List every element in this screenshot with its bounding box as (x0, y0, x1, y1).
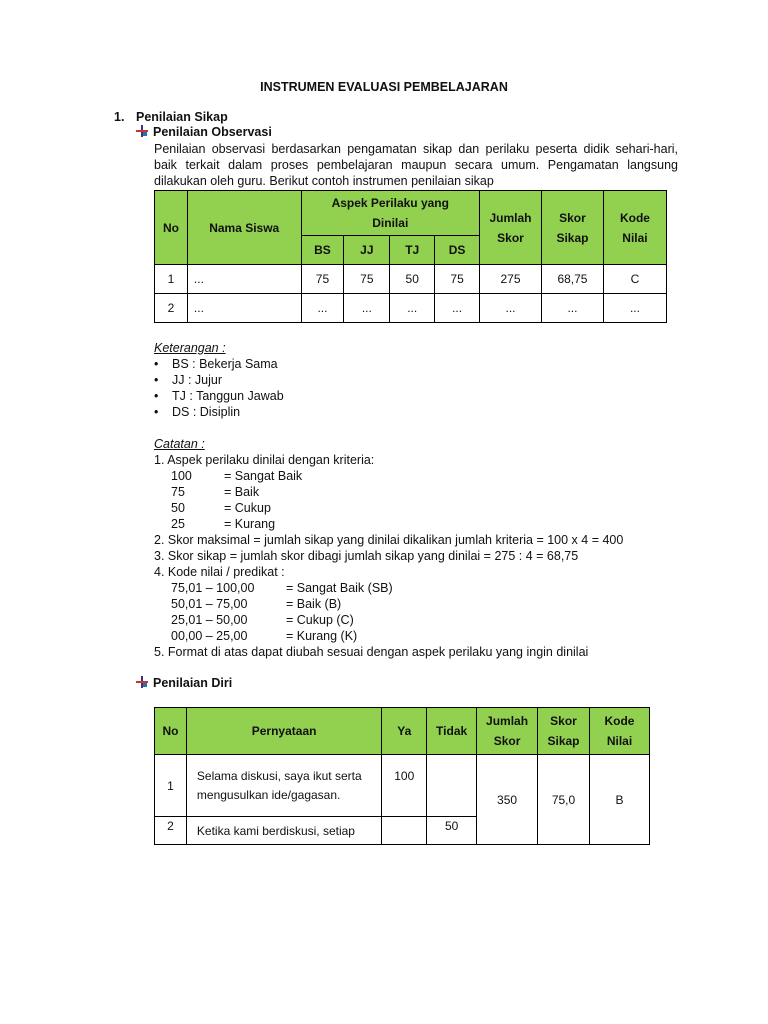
cell: ... (480, 294, 542, 323)
header-kode-nilai: Kode Nilai (589, 708, 649, 755)
header-jumlah-skor: Jumlah Skor (480, 191, 542, 265)
header-tidak: Tidak (427, 708, 477, 755)
keterangan-label: Keterangan : (154, 341, 226, 355)
catatan-label: Catatan : (154, 437, 205, 451)
catatan-block (154, 436, 623, 660)
merged-skor: 75,0 (538, 755, 590, 845)
catatan-item: 3. Skor sikap = jumlah skor dibagi jumlah sikap yang dinilai = 275 : 4 = 68,75 (154, 549, 579, 563)
header-bs: BS (301, 236, 344, 265)
section-heading (114, 110, 228, 124)
header-jumlah-skor: Jumlah Skor (477, 708, 538, 755)
cell: Ketika kami berdiskusi, setiap (186, 817, 381, 845)
cell: 2 (155, 817, 187, 845)
predikat-row: 00,00 – 25,00 = Kurang (K) (171, 629, 358, 643)
cell: 75 (435, 265, 480, 294)
header-no: No (155, 708, 187, 755)
page-title: INSTRUMEN EVALUASI PEMBELAJARAN (260, 80, 508, 94)
subsection-heading-diri (136, 676, 232, 690)
cell (382, 817, 427, 845)
cell: 1 (155, 755, 187, 817)
table-row (155, 755, 650, 817)
diri-table (154, 707, 650, 845)
table-row (155, 294, 667, 323)
cell: 100 (382, 755, 427, 817)
catatan-item: 5. Format di atas dapat diubah sesuai dengan aspek perilaku yang ingin dinilai (154, 645, 589, 659)
cell: ... (187, 265, 301, 294)
cell: 2 (155, 294, 188, 323)
cell: 1 (155, 265, 188, 294)
subsection-title: Penilaian Observasi (153, 125, 272, 139)
header-ds: DS (435, 236, 480, 265)
kriteria-row: 100 = Sangat Baik (171, 469, 303, 483)
header-pernyataan: Pernyataan (186, 708, 381, 755)
observasi-table (154, 190, 667, 323)
catatan-item: 4. Kode nilai / predikat : (154, 565, 285, 579)
cell: ... (344, 294, 390, 323)
cell: Selama diskusi, saya ikut serta mengusulkan ide/gagasan. (186, 755, 381, 817)
predikat-row: 75,01 – 100,00 = Sangat Baik (SB) (171, 581, 393, 595)
bullet-icon (136, 676, 148, 688)
cell: ... (435, 294, 480, 323)
header-nama-siswa: Nama Siswa (187, 191, 301, 265)
cell: C (603, 265, 666, 294)
list-item: • BS : Bekerja Sama (154, 357, 278, 371)
cell: ... (301, 294, 344, 323)
header-tj: TJ (390, 236, 435, 265)
merged-kode: B (589, 755, 649, 845)
section-number: 1. (114, 110, 125, 124)
cell: ... (390, 294, 435, 323)
header-kode-nilai: Kode Nilai (603, 191, 666, 265)
header-skor-sikap: Skor Sikap (538, 708, 590, 755)
catatan-item: 1. Aspek perilaku dinilai dengan kriteria: (154, 453, 375, 467)
header-ya: Ya (382, 708, 427, 755)
predikat-row: 50,01 – 75,00 = Baik (B) (171, 597, 342, 611)
kriteria-row: 50 = Cukup (171, 501, 271, 515)
list-item: • TJ : Tanggun Jawab (154, 389, 284, 403)
subsection-title: Penilaian Diri (153, 676, 233, 690)
table-row (155, 265, 667, 294)
section-title: Penilaian Sikap (136, 110, 228, 124)
cell: ... (603, 294, 666, 323)
cell: 75 (301, 265, 344, 294)
kriteria-row: 25 = Kurang (171, 517, 276, 531)
cell: ... (541, 294, 603, 323)
list-item: • DS : Disiplin (154, 405, 241, 419)
kriteria-row: 75 = Baik (171, 485, 260, 499)
cell: ... (187, 294, 301, 323)
cell: 275 (480, 265, 542, 294)
bullet-icon (136, 125, 148, 137)
cell: 50 (390, 265, 435, 294)
subsection-heading-observasi (136, 125, 272, 139)
cell: 68,75 (541, 265, 603, 294)
catatan-item: 2. Skor maksimal = jumlah sikap yang dinilai dikalikan jumlah kriteria = 100 x 4 = 400 (154, 533, 624, 547)
header-no: No (155, 191, 188, 265)
header-jj: JJ (344, 236, 390, 265)
header-aspek: Aspek Perilaku yang Dinilai (301, 191, 480, 236)
cell (427, 755, 477, 817)
merged-jumlah: 350 (477, 755, 538, 845)
cell: 75 (344, 265, 390, 294)
predikat-row: 25,01 – 50,00 = Cukup (C) (171, 613, 354, 627)
list-item: • JJ : Jujur (154, 373, 223, 387)
keterangan-block (154, 340, 284, 420)
observasi-paragraph: Penilaian observasi berdasarkan pengamatan sikap dan perilaku peserta didik sehari-hari, baik terkait dalam proses pembelajaran maupun secara umum. Pengamatan langsung dilakukan oleh guru. Berikut contoh instrumen penilaian sikap (154, 142, 678, 188)
header-skor-sikap: Skor Sikap (541, 191, 603, 265)
cell: 50 (427, 817, 477, 845)
